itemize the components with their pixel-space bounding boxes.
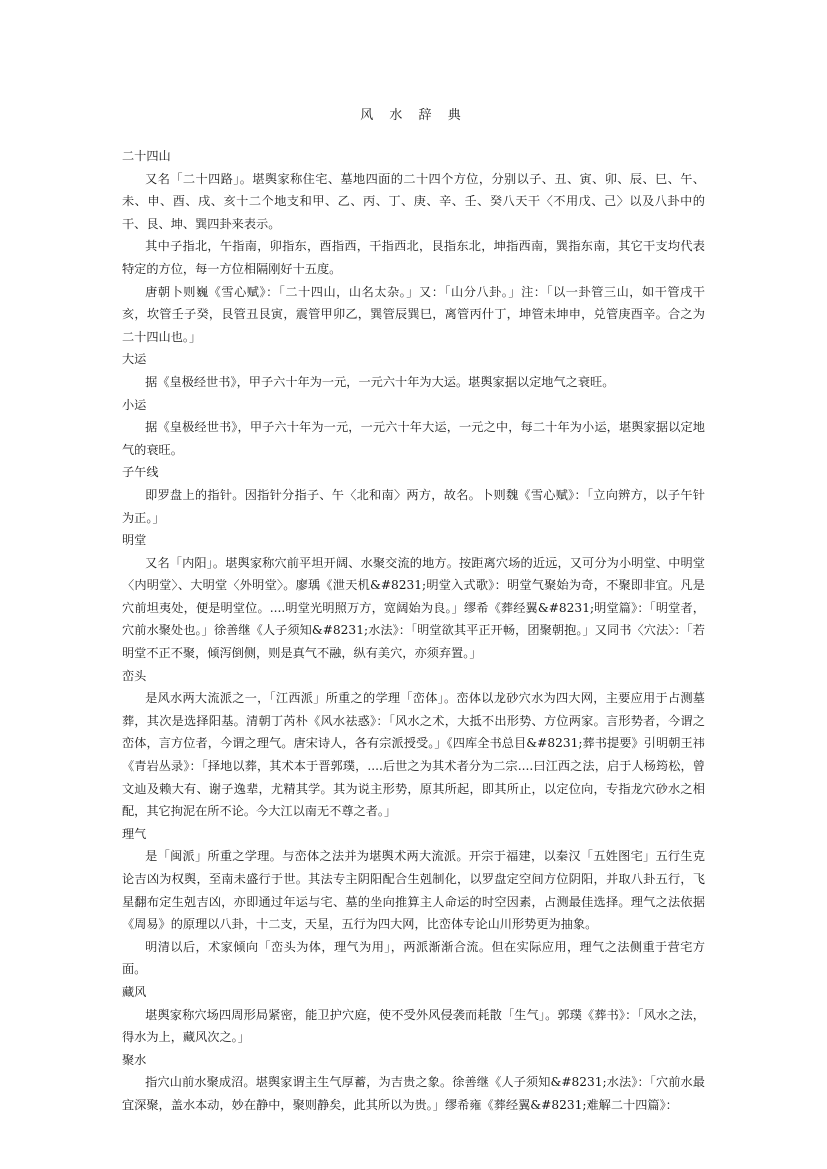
entry-paragraph: 堪舆家称穴场四周形局紧密，能卫护穴庭，使不受外风侵袭而耗散「生气」。郭璞《葬书》：「风水之法，得水为上，藏风次之。」 — [122, 1007, 705, 1045]
entry-paragraph: 即罗盘上的指针。因指针分指子、午〈北和南〉两方，故名。卜则魏《雪心赋》：「立向辨方，以子午针为正。」 — [122, 487, 705, 525]
entry-ziwuxian — [122, 461, 705, 529]
entry-paragraph: 指穴山前水聚成沼。堪舆家谓主生气厚蓄，为吉贵之象。徐善继《人子须知&#8231;水法》：「穴前水最宜深聚，盖水本动，妙在静中，聚则静矣，此其所以为贵。」缪希雍《葬经翼&#8231;难解二十四篇》： — [122, 1075, 705, 1112]
entry-paragraph: 是风水两大流派之一，「江西派」所重之的学理「峦体」。峦体以龙砂穴水为四大网，主要应用于占测墓葬，其次是选择阳基。清朝丁芮朴《风水祛惑》：「风水之术，大抵不出形势、方位两家。言形势者，今谓之峦体，言方位者，今谓之理气。唐宋诗人，各有宗派授受。」《四库全书总目&#8231;葬书提要》引明朝王祎《青岩丛录》：「择地以葬，其术本于晋郭璞，....后世之为其术者分为二宗....曰江西之法，启于人杨筠松，曾文辿及赖大有、谢子逸辈，尤精其学。其为说主形势，原其所起，即其所止，以定位向，专指龙穴砂水之相配，其它拘泥在所不论。今大江以南无不尊之者。」 — [122, 691, 705, 819]
entry-paragraph: 是「闽派」所重之学理。与峦体之法并为堪舆术两大流派。开宗于福建，以秦汉「五姓图宅」五行生克论吉凶为权舆，至南未盛行于世。其法专主阴阳配合生剋制化，以罗盘定空间方位阴阳，并取八卦五行，飞星翻布定生剋吉凶，亦即通过年运与宅、墓的坐向推算主人命运的时空因素，占测最佳选择。理气之法依据《周易》的原理以八卦，十二支，天星，五行为四大网，比峦体专论山川形势更为抽象。 — [122, 849, 705, 932]
entry-term: 二十四山 — [122, 149, 171, 163]
entry-dayun — [122, 348, 705, 393]
entry-term: 藏风 — [122, 984, 147, 999]
entry-liqi — [122, 823, 705, 981]
entry-paragraph: 其中子指北，午指南，卯指东，酉指西，干指西北，艮指东北，坤指西南，巽指东南，其它干支均代表特定的方位，每一方位相隔刚好十五度。 — [122, 239, 705, 276]
entry-term: 明堂 — [122, 533, 147, 548]
dictionary-body — [122, 145, 705, 1117]
entry-luantou — [122, 665, 705, 823]
entry-cangfeng — [122, 981, 705, 1049]
entry-paragraph: 唐朝卜则巍《雪心赋》：「二十四山，山名太杂。」又：「山分八卦。」注：「以一卦管三山，如干管戌干亥，坎管壬子癸，艮管丑艮寅，震管甲卯乙，巽管辰巽巳，离管丙什丁，坤管未坤申，兑管庚酉辛。合之为二十四山也。」 — [122, 284, 705, 344]
entry-xiaoyun — [122, 394, 705, 462]
entry-term: 聚水 — [122, 1052, 147, 1067]
entry-paragraph: 又名「二十四路」。堪舆家称住宅、墓地四面的二十四个方位，分别以子、丑、寅、卯、辰、巳、午、未、申、酉、戌、亥十二个地支和甲、乙、丙、丁、庚、辛、壬、癸八天干〈不用戊、己〉以及八卦中的干、艮、坤、巽四卦来表示。 — [122, 171, 705, 231]
entry-term: 理气 — [122, 826, 147, 841]
entry-term: 小运 — [122, 397, 147, 412]
entry-term: 子午线 — [122, 465, 159, 480]
entry-mingtang — [122, 529, 705, 665]
entry-paragraph: 明清以后，术家倾向「峦头为体，理气为用」，两派渐渐合流。但在实际应用，理气之法侧重于营宅方面。 — [122, 939, 705, 977]
entry-ershisishan — [122, 145, 705, 348]
entry-term: 峦头 — [122, 668, 147, 683]
entry-paragraph: 据《皇极经世书》，甲子六十年为一元，一元六十年为大运。堪舆家据以定地气之衰旺。 — [145, 374, 615, 389]
entry-jushui — [122, 1049, 705, 1117]
entry-paragraph: 据《皇极经世书》，甲子六十年为一元，一元六十年大运，一元之中，每二十年为小运，堪舆家据以定地气的衰旺。 — [122, 420, 705, 457]
page-title: 风 水 辞 典 — [360, 108, 467, 123]
entry-term: 大运 — [122, 352, 147, 367]
entry-paragraph: 又名「内阳」。堪舆家称穴前平坦开阔、水聚交流的地方。按距离穴场的近远，又可分为小明堂、中明堂〈内明堂〉、大明堂〈外明堂〉。廖瑀《泄天机&#8231;明堂入式歌》：明堂气聚始为奇，不聚即非宜。凡是穴前坦夷处，便是明堂位。....明堂光明照万方，宽阔始为良。」缪希《葬经翼&#8231;明堂篇》：「明堂者，穴前水聚处也。」徐善继《人子须知&#8231;水法》：「明堂欲其平正开畅，团聚朝抱。」又同书〈穴法〉：「若明堂不正不聚，倾泻倒侧，则是真气不融，纵有美穴，亦须弃置。」 — [122, 555, 705, 661]
